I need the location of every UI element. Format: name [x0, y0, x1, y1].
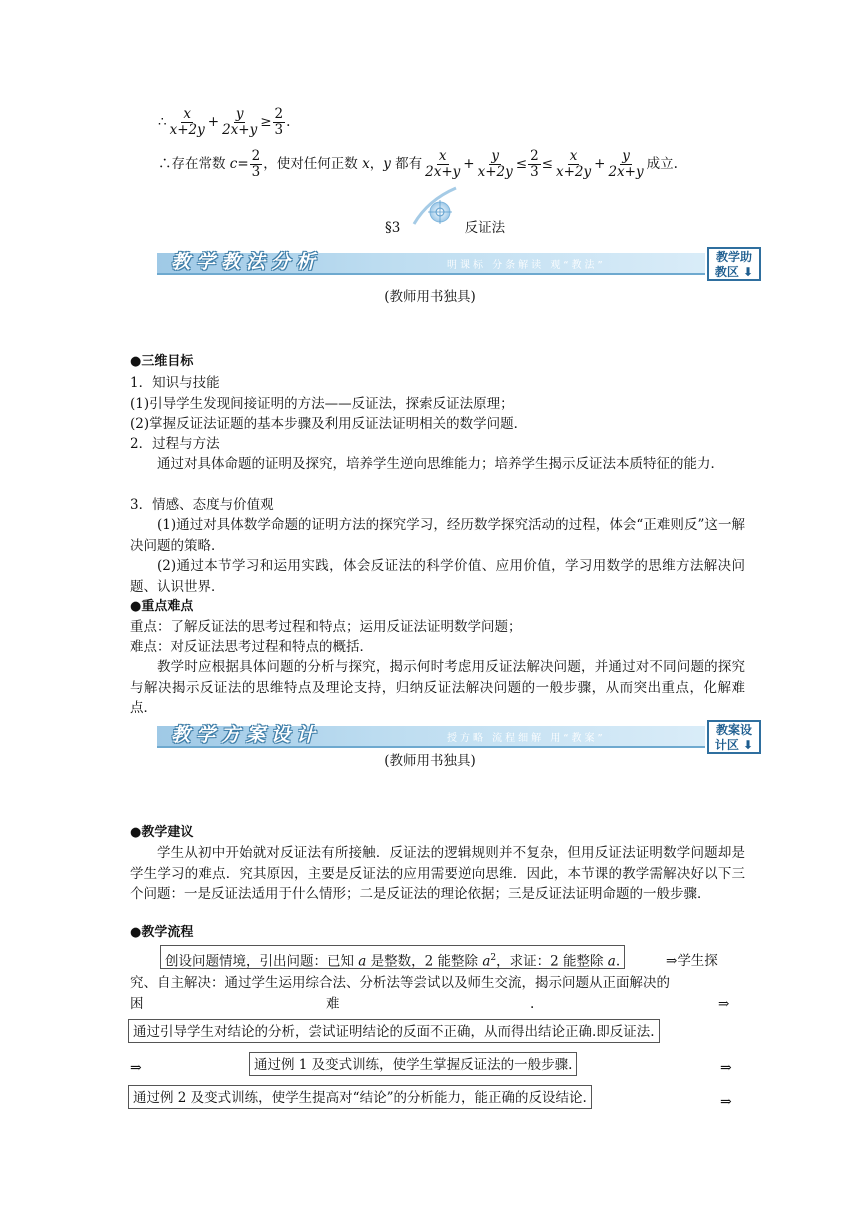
knowledge-item-2: (2)掌握反证法证题的基本步骤及利用反证法证明相关的数学问题． — [130, 416, 528, 432]
banner-tag-box: 教学助 教区 ⬇ — [707, 247, 761, 281]
advice-paragraph: 学生从初中开始就对反证法有所接触．反证法的逻辑规则并不复杂，但用反证法证明数学问题却是学生学习的难点．究其原因，主要是反证法的应用需要逆向思维．因此，本节课的教学需解决好以下三个问题：一是反证法适用于什么情形；二是反证法的理论依据；三是反证法证明命题的一般步骤． — [130, 845, 745, 902]
section-number: §3 — [385, 220, 401, 236]
flow-arrow: ⇒ — [720, 1094, 732, 1110]
fraction: $\frac{x}{x+2y}$ — [555, 148, 592, 180]
flow-line-2: 究、自主解决：通过学生运用综合法、分析法等尝试以及师生交流，揭示问题从正面解决的 — [130, 975, 670, 991]
flow-arrow: ⇒ — [720, 1060, 732, 1076]
conclusion-line-2: ∴存在常数 c= $\frac{2}{3}$ ，使对任何正数 x，y 都有 $\frac{x}{2x+y}$ + $\frac{y}{x+2y}$ ≤ $\frac{2}{3}$ ≤ $\frac{x}{x+2y}$ + $\frac{y}{2x+y}$ 成立. — [158, 148, 678, 180]
flow-box-4: 通过例 2 及变式训练，使学生提高对“结论”的分析能力，能正确的反设结论. — [128, 1085, 592, 1109]
key-difficulty: 难点：对反证法思考过程和特点的概括． — [130, 639, 373, 655]
fraction: $\frac{x}{x+2y}$ — [169, 106, 205, 138]
emotion-title: 3．情感、态度与价值观 — [130, 497, 274, 513]
advice-heading: ●教学建议 — [130, 825, 194, 840]
banner-title: 教学方案设计 — [171, 724, 322, 746]
fraction: $\frac{2}{3}$ — [251, 148, 261, 180]
flow-arrow: ⇒ — [718, 996, 730, 1012]
banner-subtitle: 授方略 流程细解 用“教案” — [447, 733, 606, 744]
key-focus: 重点：了解反证法的思考过程和特点；运用反证法证明数学问题； — [130, 619, 522, 635]
emotion-item-1: (1)通过对具体数学命题的证明方法的探究学习，经历数学探究活动的过程，体会“正难则反”这一解决问题的策略． — [130, 517, 745, 554]
flow-arrow: ⇒ — [666, 953, 678, 969]
key-heading: ●重点难点 — [130, 599, 194, 614]
fraction: $\frac{y}{2x+y}$ — [608, 148, 644, 180]
fraction: $\frac{x}{2x+y}$ — [425, 148, 461, 180]
fraction: $\frac{y}{x+2y}$ — [477, 148, 513, 180]
banner-subtitle: 明课标 分条解读 观“教法” — [447, 260, 606, 271]
flow-arrow: ⇒ — [130, 1060, 142, 1076]
section-title: 反证法 — [464, 220, 506, 236]
process-title: 2．过程与方法 — [130, 436, 220, 452]
conclusion-line-1: ∴ $\frac{x}{x+2y}$ + $\frac{y}{2x+y}$ ≥ $\frac{2}{3}$ . — [158, 106, 291, 138]
teacher-only-note: (教师用书独具) — [384, 289, 476, 305]
banner-teaching-method-analysis — [157, 247, 762, 279]
banner-teaching-plan-design — [157, 720, 762, 752]
banner-title: 教学教法分析 — [171, 251, 322, 273]
section-heading — [385, 218, 505, 238]
flow-box-1: 创设问题情境，引出问题：已知 a 是整数，2 能整除 $a^2$，求证：2 能整除 a. — [160, 945, 625, 969]
flow-line-1-tail: ⇒学生探 — [666, 953, 718, 969]
flow-line-3: 困 难 . ⇒ — [130, 996, 730, 1012]
knowledge-item-1: (1)引导学生发现间接证明的方法——反证法，探索反证法原理； — [130, 396, 514, 412]
fraction: $\frac{2}{3}$ — [274, 106, 284, 138]
fraction: $\frac{2}{3}$ — [530, 148, 539, 180]
flow-heading: ●教学流程 — [130, 925, 194, 940]
flow-box-3: 通过例 1 及变式训练，使学生掌握反证法的一般步骤. — [249, 1052, 577, 1076]
goals-heading: ●三维目标 — [130, 354, 194, 369]
teacher-only-note: (教师用书独具) — [384, 753, 476, 769]
key-paragraph: 教学时应根据具体问题的分析与探究，揭示何时考虑用反证法解决问题，并通过对不同问题的探究与解决揭示反证法的思维特点及理论支持，归纳反证法解决问题的一般步骤，从而突出重点，化解难点． — [130, 659, 745, 716]
fraction: $\frac{y}{2x+y}$ — [222, 106, 258, 138]
knowledge-title: 1．知识与技能 — [130, 375, 220, 391]
banner-tag-box: 教案设 计区 ⬇ — [707, 720, 761, 754]
process-paragraph: 通过对具体命题的证明及探究，培养学生逆向思维能力；培养学生揭示反证法本质特征的能力． — [157, 456, 724, 472]
emotion-item-2: (2)通过本节学习和运用实践，体会反证法的科学价值、应用价值，学习用数学的思维方法解决问题、认识世界． — [130, 558, 745, 595]
flow-box-2: 通过引导学生对结论的分析，尝试证明结论的反面不正确，从而得出结论正确.即反证法. — [128, 1019, 660, 1043]
